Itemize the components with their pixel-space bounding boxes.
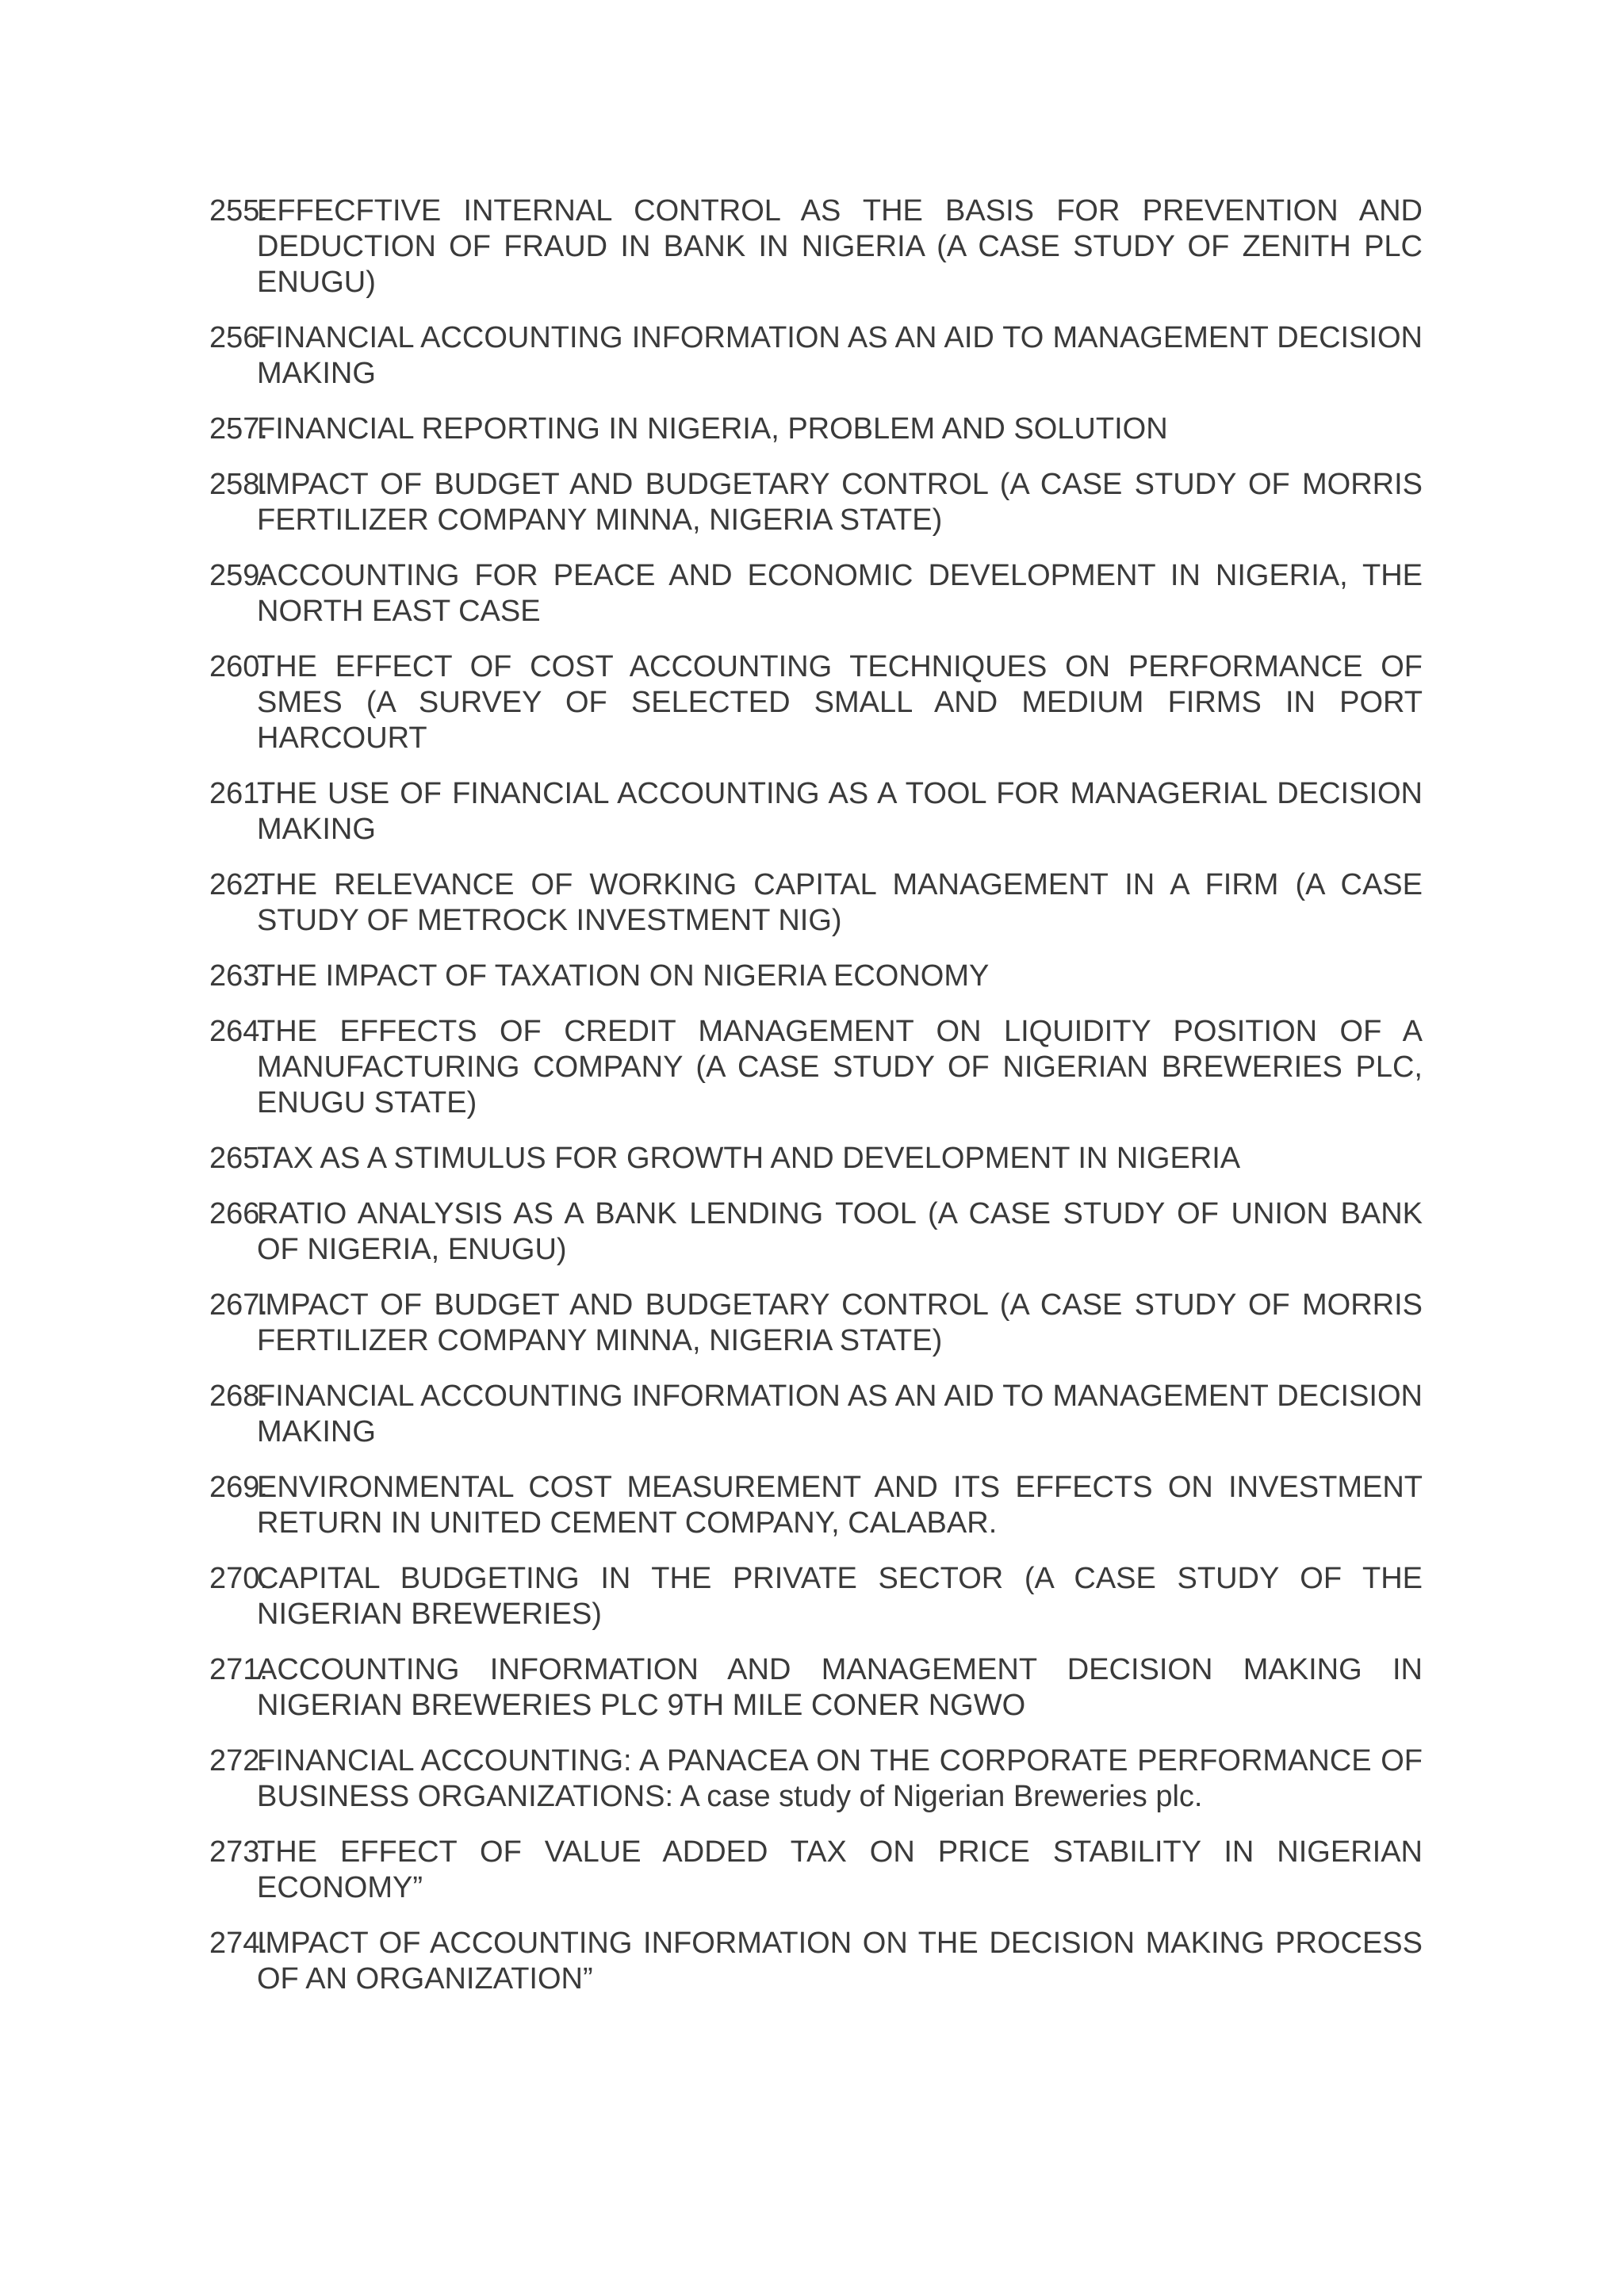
- topic-number: 272.: [209, 1744, 268, 1777]
- topic-list: [209, 193, 1423, 2017]
- topic-number: 270.: [209, 1562, 268, 1595]
- topic-title: IMPACT OF ACCOUNTING INFORMATION ON THE DECISION MAKING PROCESS OF AN ORGANIZATION”: [257, 1927, 1423, 1996]
- topic-item: [209, 1926, 1423, 1997]
- topic-title: THE IMPACT OF TAXATION ON NIGERIA ECONOMY: [257, 959, 990, 993]
- topic-number: 273.: [209, 1835, 268, 1869]
- topic-number: 260.: [209, 650, 268, 683]
- topic-title: EFFECFTIVE INTERNAL CONTROL AS THE BASIS FOR PREVENTION AND DEDUCTION OF FRAUD IN BANK IN NIGERIA (A CASE STUDY OF ZENITH PLC ENUGU): [257, 194, 1423, 299]
- topic-item: [209, 776, 1423, 848]
- topic-title: ACCOUNTING FOR PEACE AND ECONOMIC DEVELOPMENT IN NIGERIA, THE NORTH EAST CASE: [257, 559, 1423, 628]
- topic-title: THE USE OF FINANCIAL ACCOUNTING AS A TOOL FOR MANAGERIAL DECISION MAKING: [257, 777, 1423, 846]
- topic-item: [209, 1652, 1423, 1724]
- topic-item: [209, 867, 1423, 939]
- topic-number: 263.: [209, 959, 268, 993]
- topic-title: IMPACT OF BUDGET AND BUDGETARY CONTROL (A CASE STUDY OF MORRIS FERTILIZER COMPANY MINNA, NIGERIA STATE): [257, 468, 1423, 537]
- topic-item: [209, 558, 1423, 629]
- topic-item: [209, 467, 1423, 538]
- topic-item: [209, 1561, 1423, 1632]
- topic-title: THE EFFECT OF VALUE ADDED TAX ON PRICE STABILITY IN NIGERIAN ECONOMY”: [257, 1835, 1423, 1904]
- topic-title: THE EFFECT OF COST ACCOUNTING TECHNIQUES ON PERFORMANCE OF SMES (A SURVEY OF SELECTED SMALL AND MEDIUM FIRMS IN PORT HARCOURT: [257, 650, 1423, 755]
- topic-number: 261.: [209, 777, 268, 810]
- topic-number: 258.: [209, 468, 268, 501]
- topic-item: [209, 320, 1423, 392]
- topic-title: ACCOUNTING INFORMATION AND MANAGEMENT DECISION MAKING IN NIGERIAN BREWERIES PLC 9TH MILE CONER NGWO: [257, 1653, 1423, 1722]
- topic-title: ENVIRONMENTAL COST MEASUREMENT AND ITS EFFECTS ON INVESTMENT RETURN IN UNITED CEMENT COMPANY, CALABAR.: [257, 1471, 1423, 1540]
- topic-title: FINANCIAL ACCOUNTING INFORMATION AS AN AID TO MANAGEMENT DECISION MAKING: [257, 321, 1423, 390]
- topic-number: 269.: [209, 1471, 268, 1504]
- topic-title: THE EFFECTS OF CREDIT MANAGEMENT ON LIQUIDITY POSITION OF A MANUFACTURING COMPANY (A CASE STUDY OF NIGERIAN BREWERIES PLC, ENUGU STATE): [257, 1015, 1423, 1119]
- topic-number: 268.: [209, 1380, 268, 1413]
- topic-title: RATIO ANALYSIS AS A BANK LENDING TOOL (A CASE STUDY OF UNION BANK OF NIGERIA, ENUGU): [257, 1197, 1423, 1266]
- topic-number: 271.: [209, 1653, 268, 1686]
- topic-number: 266.: [209, 1197, 268, 1230]
- topic-title: FINANCIAL REPORTING IN NIGERIA, PROBLEM AND SOLUTION: [257, 412, 1168, 446]
- topic-number: 259.: [209, 559, 268, 592]
- topic-number: 264.: [209, 1015, 268, 1048]
- topic-number: 265.: [209, 1142, 268, 1175]
- topic-title: FINANCIAL ACCOUNTING: A PANACEA ON THE CORPORATE PERFORMANCE OF BUSINESS ORGANIZATIONS: A case study of Nigerian Breweries plc.: [257, 1744, 1423, 1813]
- topic-item: [209, 1743, 1423, 1815]
- topic-item: [209, 411, 1423, 447]
- topic-item: [209, 649, 1423, 756]
- topic-number: 262.: [209, 868, 268, 901]
- topic-item: [209, 1014, 1423, 1121]
- topic-item: [209, 1379, 1423, 1450]
- topic-title: TAX AS A STIMULUS FOR GROWTH AND DEVELOPMENT IN NIGERIA: [257, 1142, 1241, 1175]
- topic-title: IMPACT OF BUDGET AND BUDGETARY CONTROL (A CASE STUDY OF MORRIS FERTILIZER COMPANY MINNA, NIGERIA STATE): [257, 1288, 1423, 1357]
- topic-title: THE RELEVANCE OF WORKING CAPITAL MANAGEMENT IN A FIRM (A CASE STUDY OF METROCK INVESTMENT NIG): [257, 868, 1423, 937]
- topic-item: [209, 1196, 1423, 1268]
- topic-item: [209, 1288, 1423, 1359]
- topic-item: [209, 193, 1423, 300]
- topic-number: 257.: [209, 412, 268, 446]
- topic-number: 256.: [209, 321, 268, 354]
- topic-title: FINANCIAL ACCOUNTING INFORMATION AS AN AID TO MANAGEMENT DECISION MAKING: [257, 1380, 1423, 1448]
- topic-number: 255.: [209, 194, 268, 228]
- topic-number: 267.: [209, 1288, 268, 1322]
- topic-item: [209, 1141, 1423, 1177]
- topic-title: CAPITAL BUDGETING IN THE PRIVATE SECTOR (A CASE STUDY OF THE NIGERIAN BREWERIES): [257, 1562, 1423, 1631]
- topic-item: [209, 959, 1423, 994]
- topic-item: [209, 1470, 1423, 1541]
- topic-item: [209, 1835, 1423, 1906]
- topic-number: 274.: [209, 1927, 268, 1960]
